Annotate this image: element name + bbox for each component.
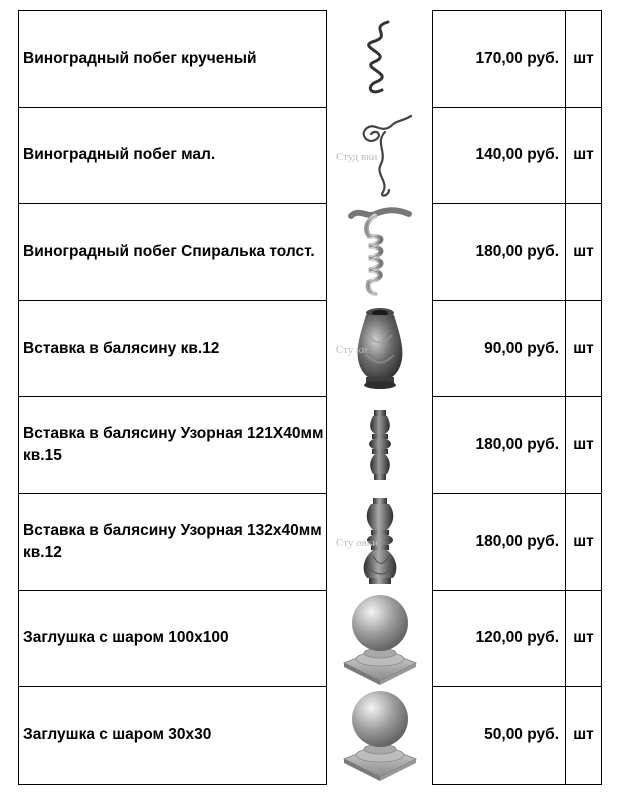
product-image-thick-vine-spiral: [330, 203, 430, 300]
product-image-small-vine-curl: [330, 107, 430, 204]
table-row: [19, 204, 326, 301]
watermark: Студ вки: [336, 150, 378, 163]
price-cell: 170,00 руб.: [433, 11, 566, 107]
ball-cap-large-icon: [338, 591, 422, 685]
product-images-column: [330, 10, 430, 783]
watermark: Сту ки: [336, 343, 368, 356]
table-row: [433, 591, 601, 688]
product-name: Виноградный побег мал.: [23, 146, 216, 164]
unit-cell: шт: [573, 436, 594, 454]
table-row: [19, 301, 326, 398]
table-row: [19, 397, 326, 494]
table-row: [433, 397, 601, 494]
table-row: [433, 494, 601, 591]
price-cell: 180,00 руб.: [433, 397, 566, 493]
product-image-baluster-insert-patterned-tall: [330, 493, 430, 590]
table-row: [433, 301, 601, 398]
price-cell: 180,00 руб.: [433, 494, 566, 590]
price-cell: 180,00 руб.: [433, 204, 566, 300]
ball-cap-small-icon: [338, 687, 422, 781]
unit-cell: шт: [573, 726, 594, 744]
product-image-ball-cap-small: [330, 686, 430, 783]
product-name: Вставка в балясину Узорная 132х40мм кв.12: [23, 521, 322, 561]
price-cell: 50,00 руб.: [433, 687, 566, 784]
product-image-baluster-insert-vase: [330, 300, 430, 397]
table-row: [19, 687, 326, 784]
product-name: Виноградный побег Спиралька толст.: [23, 242, 315, 260]
table-row: [19, 11, 326, 108]
product-name: Заглушка с шаром 30х30: [23, 726, 212, 744]
unit-cell: шт: [573, 146, 594, 164]
product-image-twisted-vine-spiral: [330, 10, 430, 107]
price-cell: 140,00 руб.: [433, 108, 566, 204]
twisted-vine-spiral-icon: [360, 18, 400, 98]
thick-vine-spiral-icon: [345, 206, 415, 296]
product-image-ball-cap-large: [330, 590, 430, 687]
price-cell: 90,00 руб.: [433, 301, 566, 397]
table-row: [433, 11, 601, 108]
table-row: [433, 687, 601, 784]
product-name: Вставка в балясину кв.12: [23, 339, 220, 357]
unit-cell: шт: [573, 49, 594, 67]
table-row: [433, 204, 601, 301]
product-image-baluster-insert-patterned-small: [330, 396, 430, 493]
baluster-insert-patterned-small-icon: [365, 408, 395, 482]
table-row: [19, 108, 326, 205]
table-row: [433, 108, 601, 205]
price-cell: 120,00 руб.: [433, 591, 566, 687]
table-row: [19, 494, 326, 591]
product-names-table: [18, 10, 327, 785]
watermark: Сту овки: [336, 536, 379, 549]
unit-cell: шт: [573, 339, 594, 357]
product-name: Заглушка с шаром 100х100: [23, 629, 229, 647]
unit-cell: шт: [573, 629, 594, 647]
price-table: [432, 10, 602, 785]
table-row: [19, 591, 326, 688]
unit-cell: шт: [573, 242, 594, 260]
unit-cell: шт: [573, 532, 594, 550]
product-name: Вставка в балясину Узорная 121Х40мм кв.15: [23, 425, 324, 465]
product-name: Виноградный побег крученый: [23, 49, 257, 67]
